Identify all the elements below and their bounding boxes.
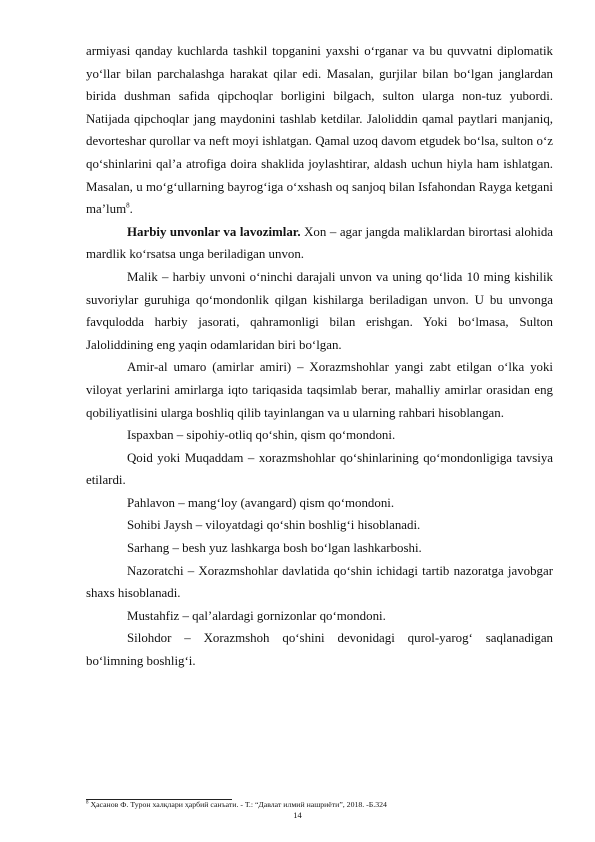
document-body (86, 40, 553, 673)
paragraph-10: Nazoratchi – Xorazmshohlar davlatida qo‘shin ichidagi tartib nazoratga javobgar shaxs hisoblanadi. (86, 563, 553, 601)
paragraph-6: Qoid yoki Muqaddam – xorazmshohlar qo‘shinlarining qo‘mondonligiga tavsiya etilardi. (86, 450, 553, 488)
paragraph-5: Ispaxban – sipohiy-otliq qo‘shin, qism qo‘mondoni. (127, 428, 396, 443)
paragraph-11: Mustahfiz – qal’alardagi gornizonlar qo‘mondoni. (127, 608, 386, 623)
footnote-text: Ҳасанов Ф. Турон халқлари ҳарбий санъати. - Т.: “Давлат илмий нашриёти”, 2018. -Б.324 (88, 800, 387, 809)
section-heading: Harbiy unvonlar va lavozimlar. (127, 224, 301, 239)
footnote-reference[interactable]: 8 (126, 201, 130, 210)
paragraph-3: Malik – harbiy unvoni o‘ninchi darajali unvon va uning qo‘lida 10 ming kishilik suvoriylar guruhiga qo‘mondonlik qilgan kishilarga beriladigan unvon. U bu unvonga favqulodda harbiy jasorati, qahramonligi bilan erishgan. Yoki bo‘lmasa, Sulton Jaloliddining eng yaqin odamlaridan biri bo‘lgan. (86, 269, 553, 352)
paragraph-7: Pahlavon – mang‘loy (avangard) qism qo‘mondoni. (127, 495, 395, 510)
footnote (86, 800, 553, 810)
paragraph-12: Silohdor – Xorazmshoh qo‘shini devonidagi qurol-yarog‘ saqlanadigan bo‘limning boshlig‘i. (86, 631, 553, 669)
paragraph-9: Sarhang – besh yuz lashkarga bosh bo‘lgan lashkarboshi. (127, 541, 422, 556)
paragraph-8: Sohibi Jaysh – viloyatdagi qo‘shin boshlig‘i hisoblanadi. (127, 518, 421, 533)
paragraph-2: Harbiy unvonlar va lavozimlar. Xon – agar jangda maliklardan birortasi alohida mardlik ko‘rsatsa unga beriladigan unvon. (86, 224, 553, 262)
paragraph-1: armiyasi qanday kuchlarda tashkil topganini yaxshi o‘rganar va bu quvvatni diplomatik yo‘llar bilan parchalashga harakat qilar edi. Masalan, gurjilar bilan bo‘lgan janglardan birida dushman safida qipchoqlar borligini bilgach, sulton ularga non-tuz yubordi. Natijada qipchoqlar jang maydonini tashlab ketdilar. Jaloliddin qamal paytlari manjaniq, devorteshar qurollar va neft moyi ishlatgan. Qamal uzoq davom etgudek bo‘lsa, sulton o‘z qo‘shinlarini qal’a atrofiga doira shaklida joylashtirar, aldash uchun hiyla ham ishlatgan. Masalan, u mo‘g‘ullarning bayrog‘iga o‘xshash oq sanjoq bilan Isfahondan Rayga ketgani ma’lum$^8$. (86, 44, 553, 217)
footnote-mark: 8 (86, 800, 89, 806)
paragraph-4: Amir-al umaro (amirlar amiri) – Xorazmshohlar yangi zabt etilgan o‘lka yoki viloyat yerlarini amirlarga iqto tariqasida taqsimlab berar, mahalliy amirlar orasidan eng qobiliyatlisini ularga boshliq qilib tayinlangan va u ularning rahbari hisoblangan. (86, 360, 553, 420)
page-number: 14 (293, 810, 302, 820)
